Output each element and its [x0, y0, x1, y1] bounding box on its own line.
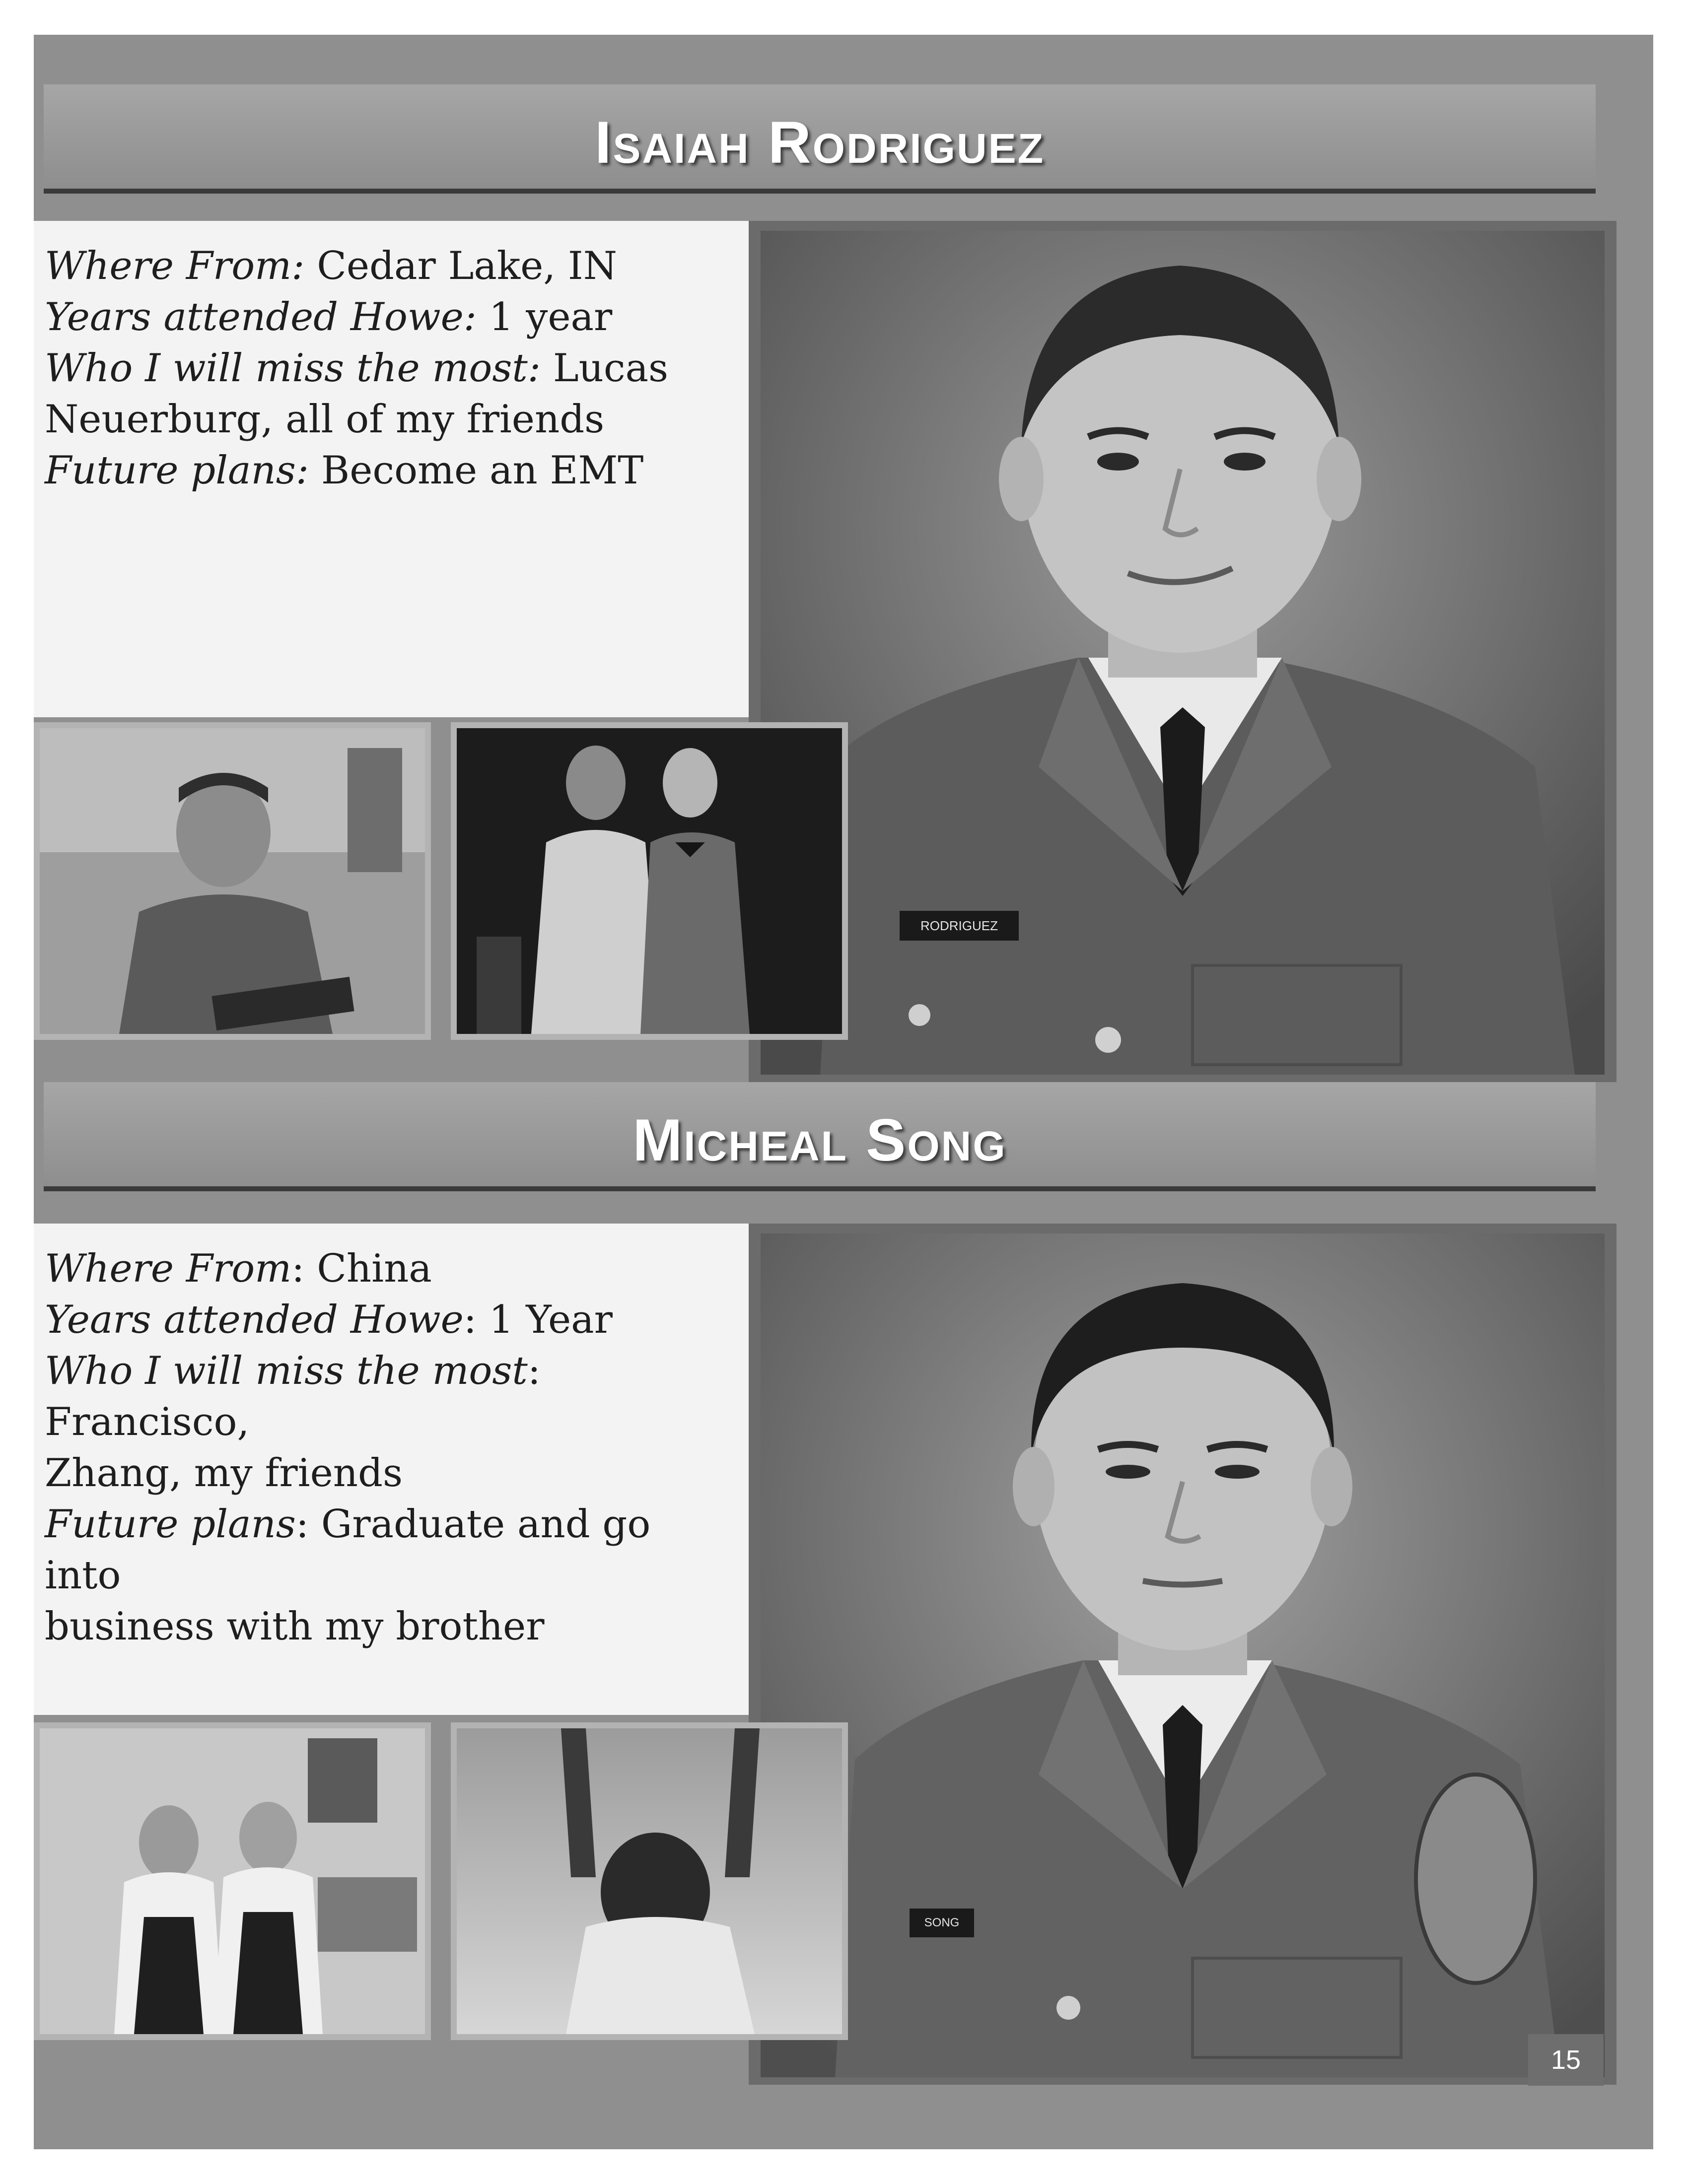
portrait-photo-rodriguez [761, 231, 1605, 1075]
where-from-label: Where From [45, 1246, 292, 1291]
future-plans-value: Become an EMT [309, 448, 644, 493]
nametag-song: SONG [924, 1916, 960, 1929]
candid-photo-stage [451, 722, 848, 1040]
where-from-value: : China [291, 1246, 432, 1291]
profile-name-rodriguez: Isaiah Rodriguez [594, 109, 1045, 176]
portrait-photo-song [761, 1233, 1605, 2077]
profile-banner-rodriguez [44, 84, 1596, 194]
profile-info-rodriguez [34, 221, 749, 717]
future-plans-label: Future plans: [45, 448, 309, 493]
yearbook-page [34, 35, 1653, 2149]
profile-banner-song [44, 1082, 1596, 1191]
where-from-value: Cedar Lake, IN [304, 244, 617, 288]
miss-most-value: : Francisco, [45, 1349, 541, 1444]
miss-most-value: Lucas [541, 346, 669, 391]
future-plans-value: : Graduate and go into [45, 1502, 651, 1598]
portrait-frame-song [749, 1224, 1617, 2085]
profile-info-song [34, 1224, 749, 1715]
years-attended-label: Years attended Howe [45, 1297, 464, 1342]
miss-most-value-continued: Zhang, my friends [45, 1451, 403, 1496]
nametag-rodriguez: RODRIGUEZ [920, 918, 998, 933]
candid-photo-classroom [34, 722, 431, 1040]
profile-name-song: Micheal Song [633, 1107, 1007, 1173]
years-attended-label: Years attended Howe: [45, 295, 477, 340]
future-plans-label: Future plans [45, 1502, 296, 1547]
future-plans-value-continued: business with my brother [45, 1604, 545, 1649]
page-number: 15 [1528, 2034, 1604, 2086]
miss-most-value-continued: Neuerburg, all of my friends [45, 397, 605, 442]
portrait-frame-rodriguez [749, 221, 1617, 1082]
candid-photo-outdoors [451, 1722, 848, 2040]
miss-most-label: Who I will miss the most: [45, 346, 541, 391]
years-attended-value: 1 year [477, 295, 613, 340]
where-from-label: Where From: [45, 244, 305, 288]
years-attended-value: : 1 Year [463, 1297, 613, 1342]
candid-photo-formal-service [34, 1722, 431, 2040]
miss-most-label: Who I will miss the most [45, 1349, 528, 1393]
